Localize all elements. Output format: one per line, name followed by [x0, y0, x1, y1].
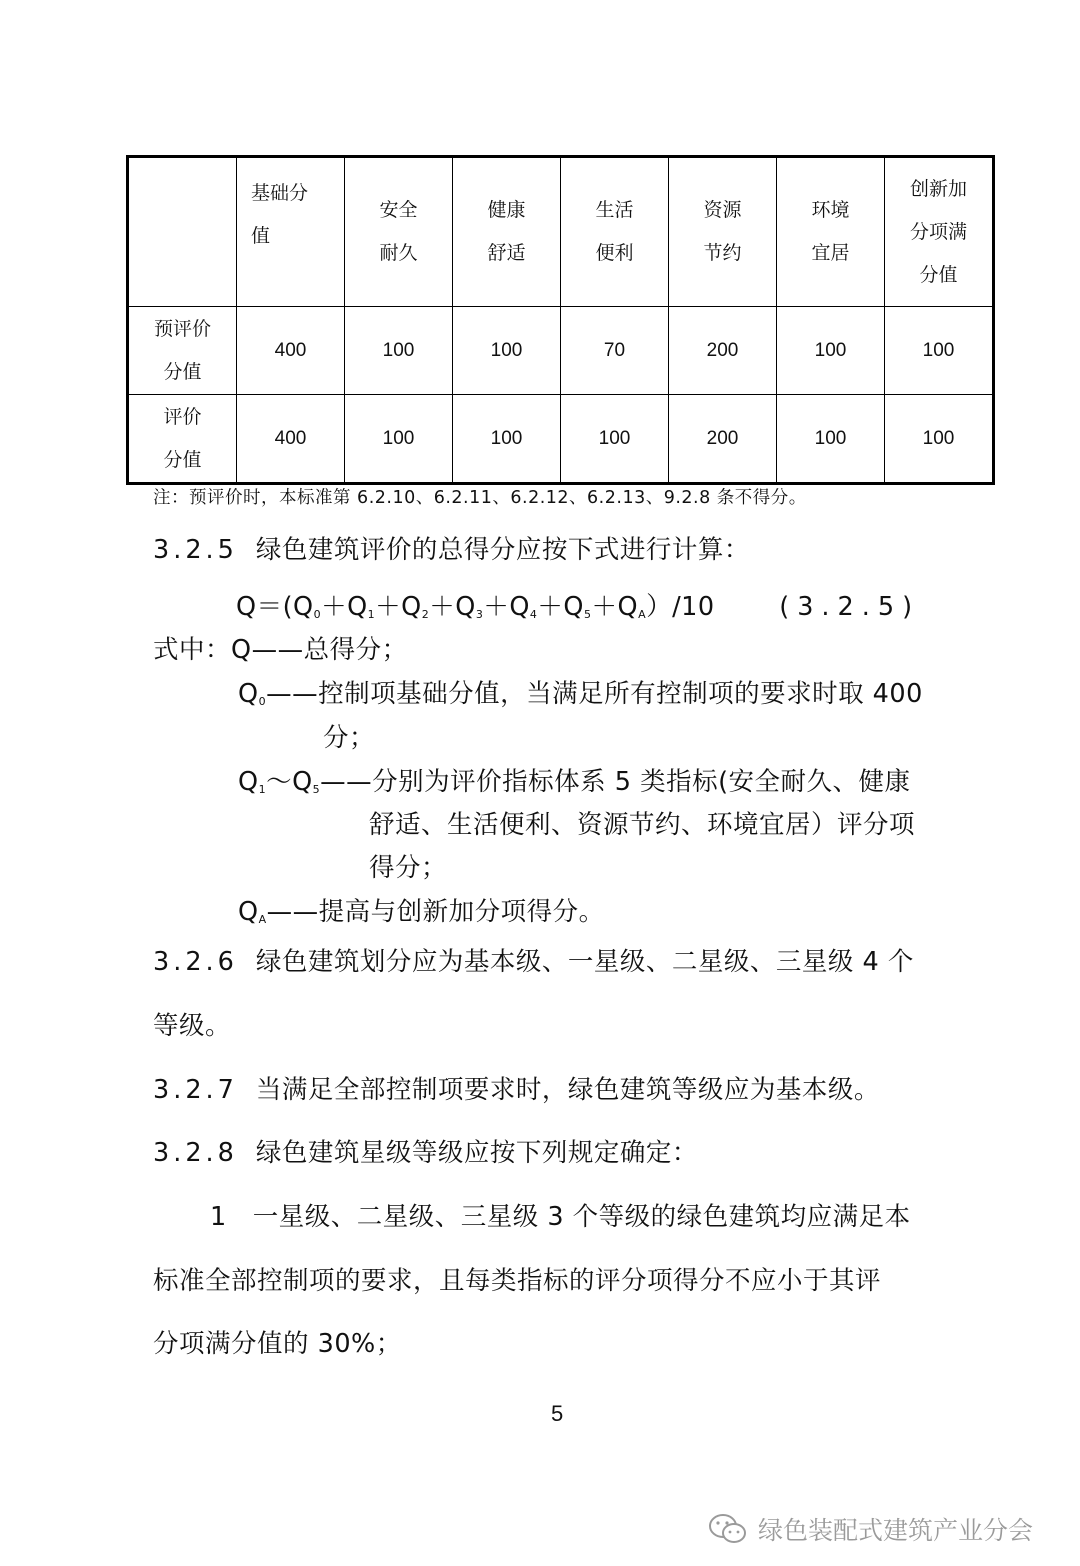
table-cell: 100 [777, 307, 885, 395]
row-label: 评价 分值 [128, 395, 237, 484]
wechat-icon [708, 1512, 748, 1546]
clause-3-2-6 [153, 942, 914, 978]
header-cell: 基础分 值 [237, 157, 345, 307]
clause-number: 3.2.8 [153, 1138, 238, 1168]
row-label: 预评价 分值 [128, 307, 237, 395]
table-cell: 70 [561, 307, 669, 395]
def-q [153, 630, 408, 666]
header-cell: 健康 舒适 [453, 157, 561, 307]
clause-3-2-5 [153, 530, 750, 566]
def-q1-q5-cont: 舒适、生活便利、资源节约、环境宜居）评分项 [369, 810, 916, 840]
item-cont: 标准全部控制项的要求，且每类指标的评分项得分不应小于其评 [153, 1266, 882, 1296]
table-note: 注：预评价时，本标准第 6.2.10、6.2.11、6.2.12、6.2.13、9.2.8 条不得分。 [153, 488, 807, 508]
table-cell: 100 [885, 395, 994, 484]
table-cell: 200 [669, 307, 777, 395]
def-q0-cont: 分； [323, 723, 376, 753]
def-lead: 式中： [153, 635, 232, 665]
table-cell: 100 [561, 395, 669, 484]
header-cell: 资源 节约 [669, 157, 777, 307]
table-header-row [128, 157, 994, 307]
table-cell: 100 [345, 395, 453, 484]
page-number: 5 [551, 1401, 564, 1426]
clause-text: 当满足全部控制项要求时，绿色建筑等级应为基本级。 [255, 1075, 880, 1105]
clause-text: 绿色建筑划分应为基本级、一星级、二星级、三星级 4 个 [255, 947, 914, 977]
clause-text: 绿色建筑评价的总得分应按下式进行计算： [255, 535, 750, 565]
table-cell: 100 [345, 307, 453, 395]
clause-3-2-7 [153, 1070, 880, 1106]
header-cell: 环境 宜居 [777, 157, 885, 307]
header-cell: 安全 耐久 [345, 157, 453, 307]
def-text: ——提高与创新加分项得分。 [266, 897, 605, 927]
item-cont: 分项满分值的 30%； [153, 1329, 402, 1359]
def-q1-q5: $Q_1\sim Q_5——$分别为评价指标体系 5 类指标(安全耐久、健康 [238, 767, 911, 797]
clause-number: 3.2.7 [153, 1075, 238, 1105]
def-text: ——分别为评价指标体系 5 类指标(安全耐久、健康 [320, 767, 911, 797]
clause-3-2-8 [153, 1133, 698, 1169]
table-row [128, 395, 994, 484]
item-number: 1 [210, 1202, 227, 1232]
table-row [128, 307, 994, 395]
def-q0: $Q_0——$控制项基础分值，当满足所有控制项的要求时取 400 [238, 679, 923, 709]
table-cell: 100 [453, 307, 561, 395]
header-cell: 创新加 分项满 分值 [885, 157, 994, 307]
def-qa: $Q_A——$提高与创新加分项得分。 [238, 897, 605, 927]
clause-text: 绿色建筑星级等级应按下列规定确定： [255, 1138, 698, 1168]
table-cell: 200 [669, 395, 777, 484]
table-cell: 100 [885, 307, 994, 395]
clause-number: 3.2.6 [153, 947, 238, 977]
def-text: ——控制项基础分值，当满足所有控制项的要求时取 400 [266, 679, 923, 709]
formula: $Q=(Q_0+Q_1+Q_2+Q_3+Q_4+Q_5+Q_A)/10$ (3.2.5) [236, 592, 921, 622]
table-cell: 100 [453, 395, 561, 484]
watermark [708, 1511, 1033, 1547]
watermark-text: 绿色装配式建筑产业分会 [758, 1516, 1034, 1545]
clause-3-2-8-item-1 [210, 1197, 911, 1233]
header-cell: 生活 便利 [561, 157, 669, 307]
header-cell-empty [128, 157, 237, 307]
clause-number: 3.2.5 [153, 535, 238, 565]
item-text: 一星级、二星级、三星级 3 个等级的绿色建筑均应满足本 [252, 1202, 911, 1232]
def-q1-q5-cont: 得分； [369, 853, 448, 883]
formula-number: (3.2.5) [779, 592, 921, 622]
def-text: Q——总得分； [231, 635, 408, 665]
score-table [126, 155, 995, 485]
table-cell: 100 [777, 395, 885, 484]
clause-3-2-6-cont: 等级。 [153, 1011, 232, 1041]
table-cell: 400 [237, 395, 345, 484]
table-cell: 400 [237, 307, 345, 395]
